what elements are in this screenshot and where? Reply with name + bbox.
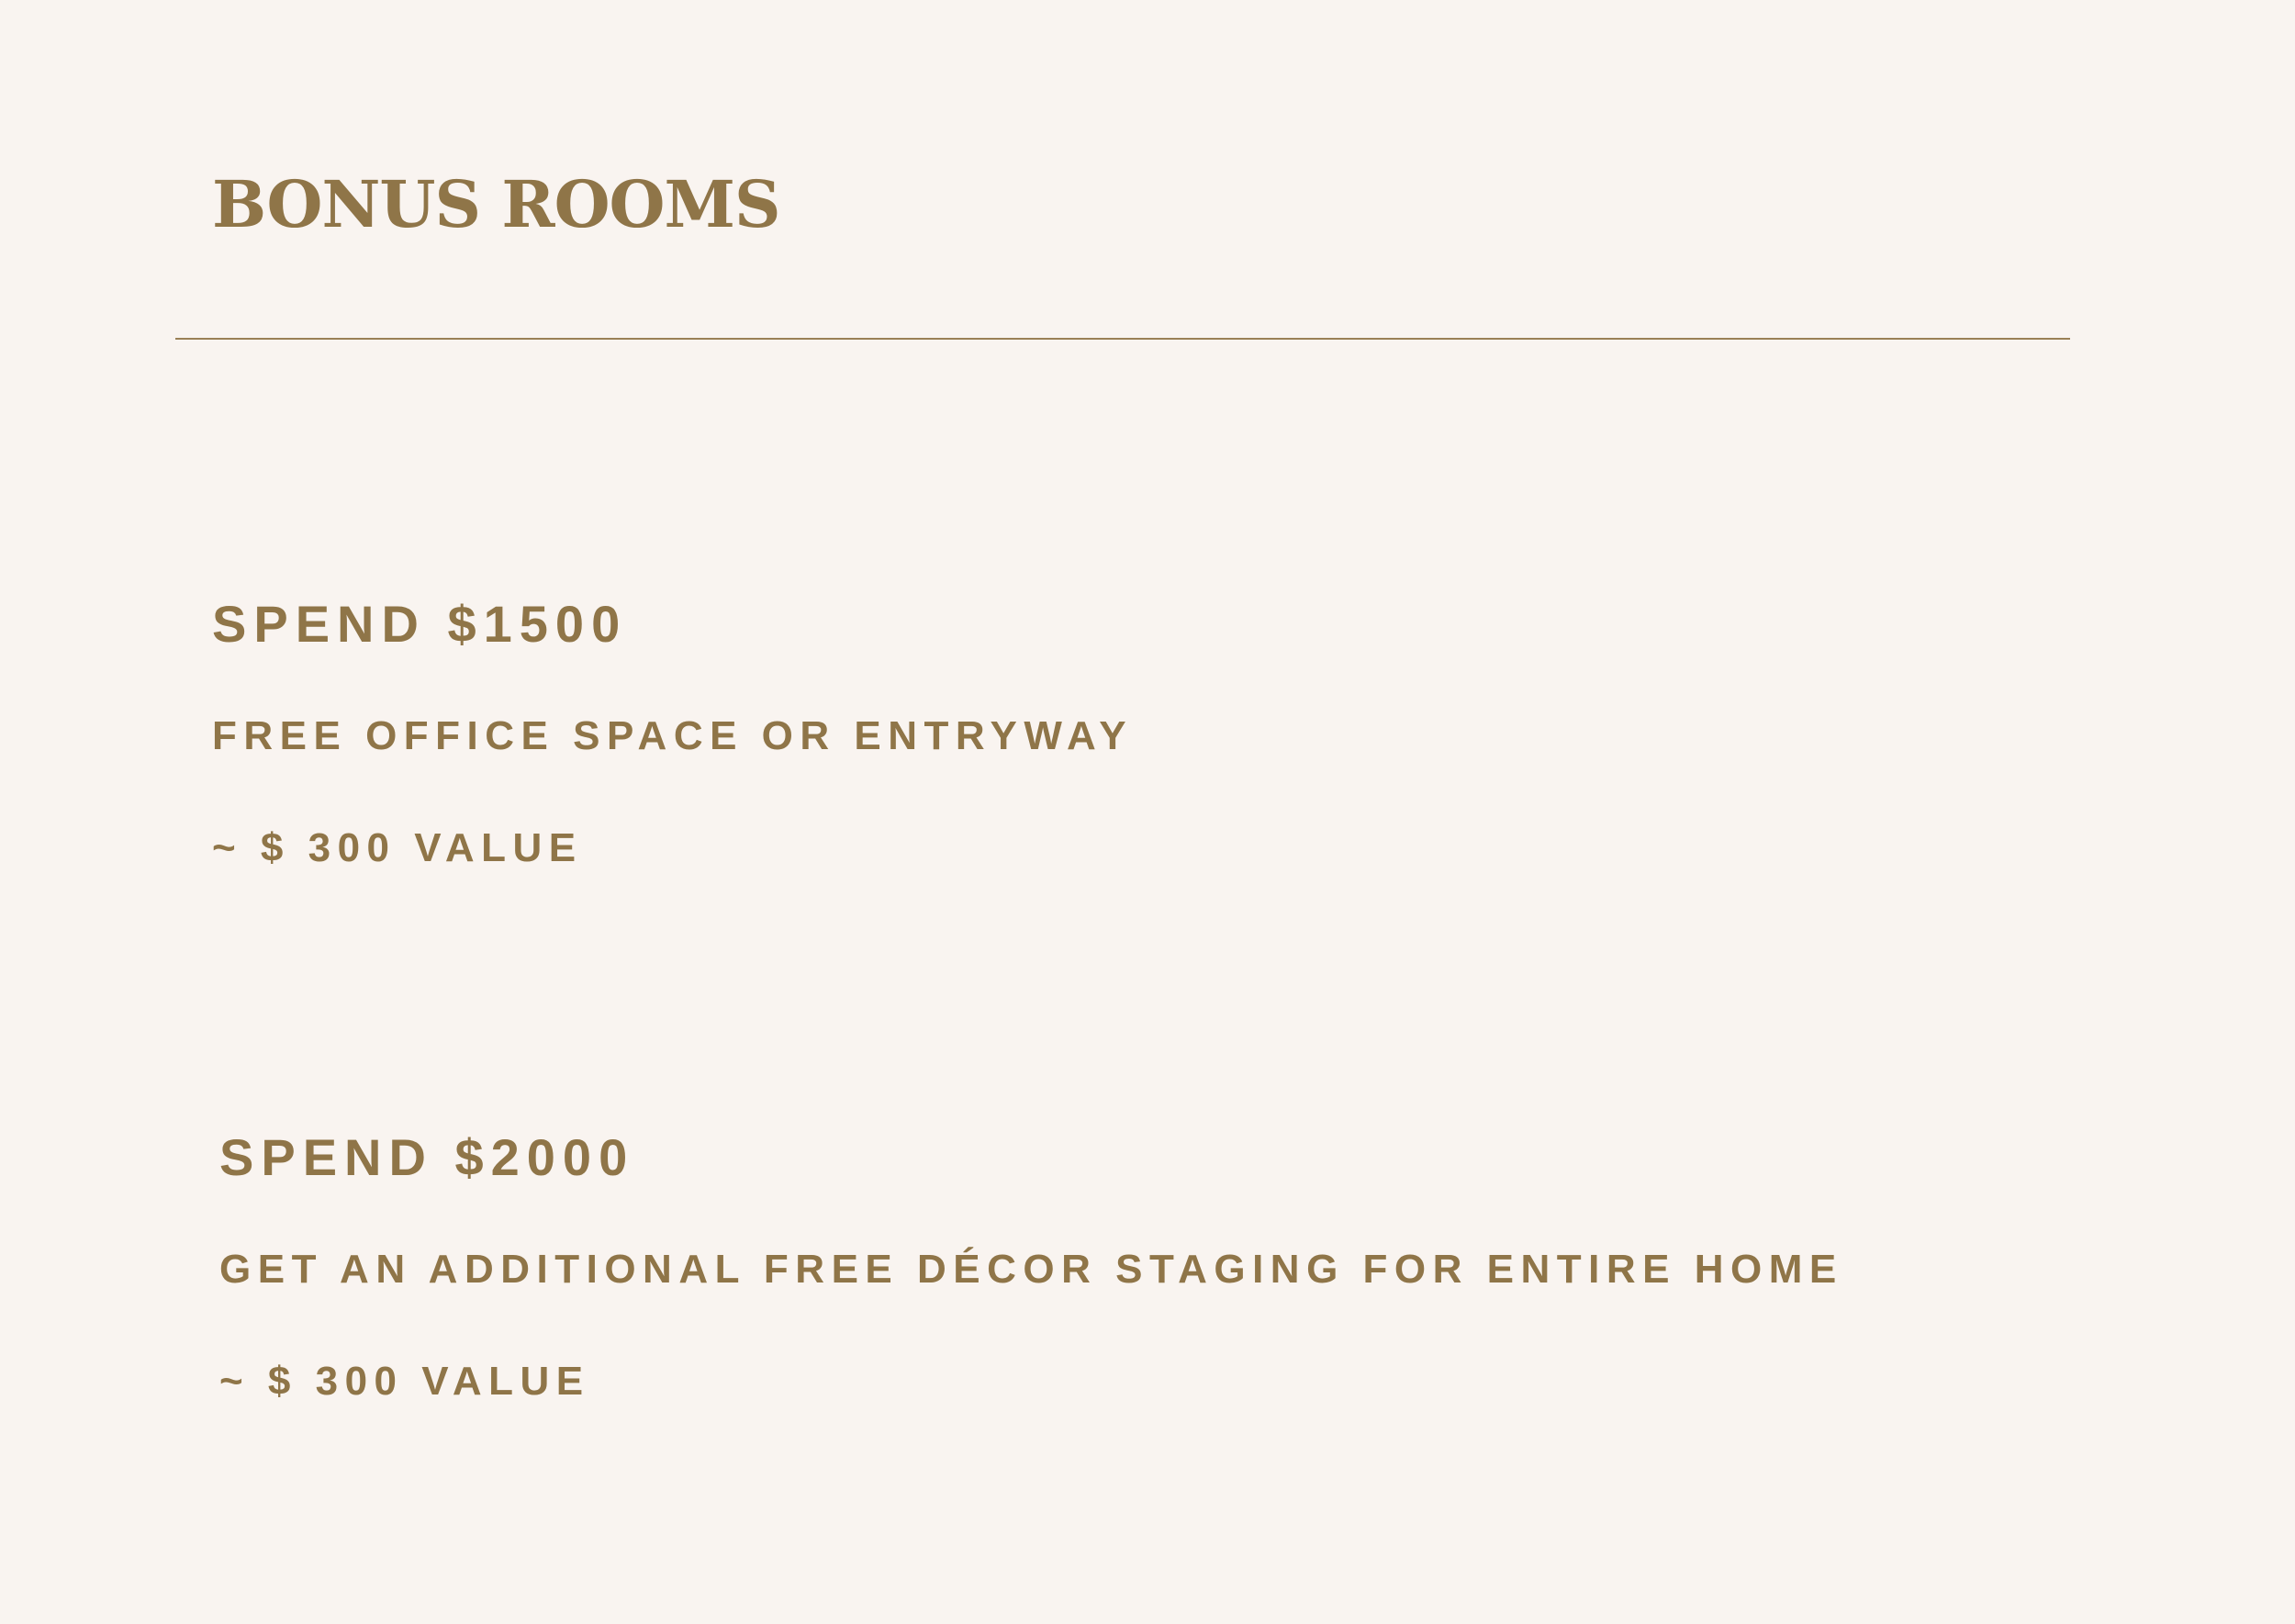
offer-value: ~ $ 300 VALUE [219, 1359, 590, 1404]
title-divider [175, 338, 2070, 340]
offer-heading: SPEND $1500 [212, 595, 628, 653]
offer-heading: SPEND $2000 [219, 1128, 635, 1186]
offer-value: ~ $ 300 VALUE [212, 825, 583, 870]
offer-description: FREE OFFICE SPACE OR ENTRYWAY [212, 713, 1134, 758]
page-title: BONUS ROOMS [212, 166, 780, 242]
offer-description: GET AN ADDITIONAL FREE DÉCOR STAGING FOR ENTIRE HOME [219, 1247, 1843, 1292]
